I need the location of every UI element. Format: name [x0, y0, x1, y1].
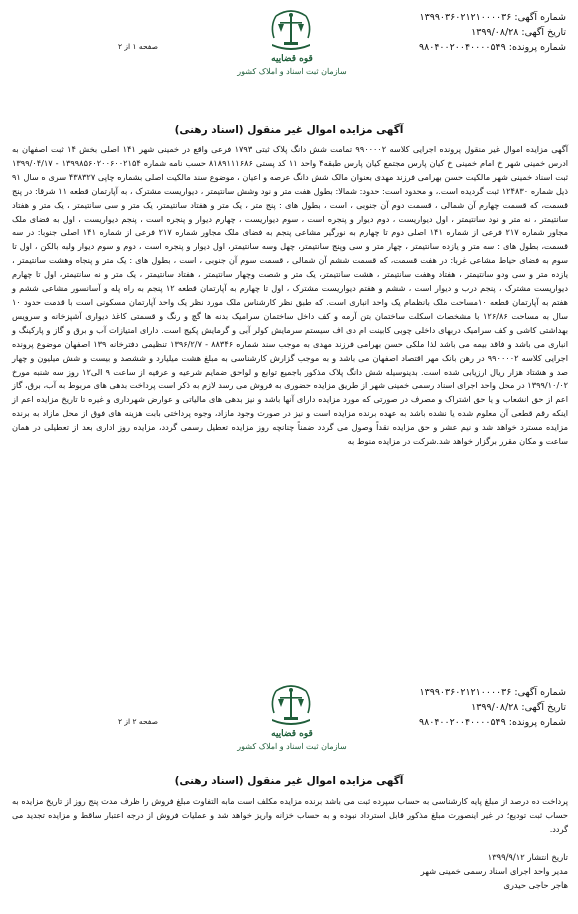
judiciary-logo: [236, 683, 348, 757]
judiciary-logo: [236, 8, 348, 82]
notice1-body: [12, 143, 568, 449]
notice-date: تاریخ آگهی: ۱۳۹۹/۰۸/۲۸: [471, 702, 566, 713]
org-name: قوه قضاییه: [271, 54, 313, 64]
publish-date: تاریخ انتشار ۱۳۹۹/۹/۱۲: [487, 852, 568, 862]
page-number: صفحه ۲ از ۲: [118, 717, 158, 726]
notice2-signoff: [12, 850, 568, 892]
notice2-header: [0, 683, 578, 773]
notice-date: تاریخ آگهی: ۱۳۹۹/۰۸/۲۸: [471, 27, 566, 38]
notice2-meta: [336, 685, 566, 730]
notice1-meta: [336, 10, 566, 55]
signer-title: مدیر واحد اجرای اسناد رسمی خمینی شهر: [420, 866, 568, 876]
org-subtitle: سازمان ثبت اسناد و املاک کشور: [237, 67, 347, 76]
notice1-header: [0, 8, 578, 98]
notice1-text: آگهی مزایده اموال غیر منقول پرونده اجرایی کلاسه ۹۹۰۰۰۰۲ تمامت شش دانگ پلاک ثبتی ۱۷۹۳ فرعی واقع در خمینی شهر ۱۴۱ اصلی بخش ۱۴ ثبت اصفهان به ادرس خمینی شهر خ امام خمینی خ کیان پارس مجتمع کیان پارس طبقه۴ واحد ۱۱ کد پستی ۸۱۸۹۱۱۱۶۸۶ حسب نامه شماره ۱۳۹۹۸۵۶۰۲۰۰۶۰۰۲۱۵۴ - ۱۳۹۹/۰۴/۱۷ ثبت اسناد خمینی شهر مالکیت حسن بهرامی فرزند مهدی بعنوان مالک شش دانگ عرصه و اعیان ، موضوع سند مالکیت اصلی بشماره چاپی ۴۳۸۳۲۷ سری ه سال ۹۱ ذیل شماره ۱۲۴۸۳۰ ثبت گردیده است.، و محدود است: حدود: شمالا: بطول هفت متر و نود وشش سانتیمتر ، دیواریست مشترک ، به آپارتمان قطعه ۱۱ شرقا: در پنج قسمت، که قسمت چهارم آن شمالی ، قسمت دوم آن جنوبی ، است ، بطول های : پنج متر ، یک متر و هفتاد سانتیمتر، یک متر و سی سانتیمتر ، یک متر و هفتاد سانتیمتر ، نه متر و نود سانتیمتر ، اول دیواریست ، دوم دیوار و پنجره است ، سوم دیواریست ، چهارم دیوار و پنجره است ، پنجم دیواریست ، اول به فضای ملک مجاور شماره ۲۱۷ فرعی از شماره ۱۴۱ اصلی دوم تا چهارم به نورگیر مشاعی پنجم به فضای ملک مجاور شماره ۲۱۷ فرعی از شماره ۱۴۱ اصلی جنوبا: در سه قسمت، بطول های : سه متر و یازده سانتیمتر ، چهار متر و سی وپنج سانتیمتر، چهل وسه سانتیمتر، اول دیوار و پنجره است ، دوم و سوم دیوار ولبه بالکن ، اول تا سوم به فضای حیاط مشاعی غربا: در هفت قسمت، که قسمت ششم آن شمالی ، قسمت سوم آن جنوبی ، است ، بطول های : یک متر و پنجاه وهشت سانتیمتر ، یازده متر و سی ودو سانتیمتر ، هفتاد وهفت سانتیمتر ، هشت سانتیمتر، یک متر و شصت وچهار سانتیمتر ، هفتاد سانتیمتر ، یک متر و نه سانتیمتر، اول تا چهارم دیواریست مشترک ، پنجم درب و دیوار است ، ششم و هفتم دیواریست مشترک ، اول تا چهارم به آپارتمان قطعه ۱۲ پنجم به راه پله و آسانسور مشاعی ششم و هفتم به آپارتمان قطعه ۱۰مساحت ملک بانظمام یک واحد انباری است. که طبق نظر کارشناس ملک مورد نظر یک واحد آپارتمان مسکونی است با قدمت حدود ۱۰ سال به مساحت ۱۲۶/۸۶ با مشخصات اسکلت ساختمان بتن آرمه و کف داخل ساختمان سرامیک بدنه ها گچ و رنگ و قسمتی کاغذ دیواری آشپزخانه و سرویس بهداشتی کاشی و کف سرامیک دربهای داخلی چوبی کابینت ام دی اف سیستم سرمایش کولر آبی و گرمایش پکیج است. دارای امتیازات آب و برق و گاز و پارکینگ و انباری می باشد و فاقد بیمه می باشد لذا ملکی حسن بهرامی فرزند مهدی به موجب سند شماره ۸۸۳۴۶ - ۱۳۹۶/۲/۷ تنظیمی دفترخانه ۱۳۹ اصفهان موضوع پرونده اجرایی کلاسه ۹۹۰۰۰۰۲ در رهن بانک مهر اقتصاد اصفهان می باشد و به موجب گزارش کارشناسی به مبلغ هشت میلیارد و ششصد و بیست و شش میلیون و چهار صد و هشتاد هزار ریال ارزیابی شده است. بدینوسیله شش دانگ پلاک مذکور باجمیع توابع و لواحق ضمایم شرعیه و عرفیه از ساعت ۹ الی۱۲ روز سه شنبه مورخ ۱۳۹۹/۱۰/۰۲ در محل واحد اجرای اسناد رسمی خمینی شهر از طریق مزایده حضوری به فروش می رسد لازم به ذکر است پرداخت بدهی های مربوط به آب، برق، گاز اعم از حق انشعاب و یا حق اشتراک و مصرف در صورتی که مورد مزایده دارای آنها باشد و نیز بدهی های مالیاتی و عوارض شهرداری و غیره تا تاریخ مزایده اعم از اینکه رقم قطعی آن معلوم شده یا نشده باشد به عهده برنده مزایده است و نیز در صورت وجود مازاد، وجوه پرداختی بابت هزینه های فوق از محل مازاد به برنده مزایده مسترد خواهد شد و نیم عشر و حق مزایده نقداً وصول می گردد ضمناً چنانچه روز مزایده تعطیل رسمی گردد، مزایده روز اداری بعد از تعطیلی در همان ساعت و مکان مقرر برگزار خواهد شد.شرکت در مزایده منوط به: [12, 144, 569, 447]
notice2-title: آگهی مزایده اموال غیر منقول (اسناد رهنی): [174, 775, 404, 787]
notice-number: شماره آگهی: ۱۳۹۹۰۳۶۰۲۱۲۱۰۰۰۰۳۶: [419, 687, 566, 698]
signer-name: هاجر حاجی حیدری: [503, 880, 568, 890]
page-number: صفحه ۱ از ۲: [118, 42, 158, 51]
notice-number: شماره آگهی: ۱۳۹۹۰۳۶۰۲۱۲۱۰۰۰۰۳۶: [419, 12, 566, 23]
notice2-body: [12, 795, 568, 837]
org-subtitle: سازمان ثبت اسناد و املاک کشور: [237, 742, 347, 751]
emblem-icon: [266, 8, 316, 52]
emblem-icon: [266, 683, 316, 727]
org-name: قوه قضاییه: [271, 729, 313, 739]
file-number: شماره پرونده: ۹۸۰۴۰۰۲۰۰۴۰۰۰۰۵۴۹: [419, 717, 566, 728]
notice1-title: آگهی مزایده اموال غیر منقول (اسناد رهنی): [174, 124, 404, 136]
file-number: شماره پرونده: ۹۸۰۴۰۰۲۰۰۴۰۰۰۰۵۴۹: [419, 42, 566, 53]
notice2-text: پرداخت ده درصد از مبلغ پایه کارشناسی به حساب سپرده ثبت می باشد برنده مزایده مکلف است مابه التفاوت مبلغ فروش را ظرف مدت پنج روز از تاریخ مزایده به حساب ثبت تودیع؛ در غیر اینصورت مبلغ مذکور قابل استرداد نبوده و به حساب خزانه واریز خواهد شد و عملیات فروش از درجه اعتبار ساقط و مزایده تجدید می گردد.: [12, 796, 568, 834]
